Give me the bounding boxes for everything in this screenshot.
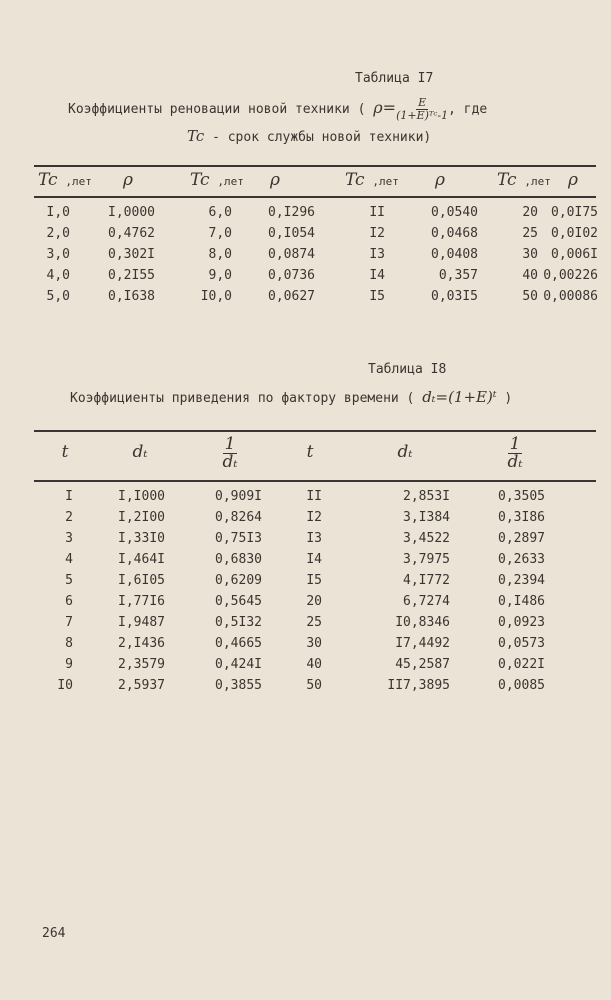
table17-header — [0, 170, 611, 196]
caption-suffix: , где — [448, 102, 488, 117]
table-cell: 0,3I86 — [498, 510, 545, 525]
table-cell: 4 — [65, 552, 73, 567]
table-cell: 8 — [65, 636, 73, 651]
table-cell: 5 — [65, 573, 73, 588]
table-cell: 2 — [65, 510, 73, 525]
table-cell: I,0000 — [108, 205, 155, 220]
table-cell: 0,0I75 — [551, 205, 598, 220]
table17-header-rule — [34, 196, 596, 198]
table-row — [0, 226, 611, 247]
table-cell: 0,00226 — [543, 268, 598, 283]
table-cell: 0,0I02 — [551, 226, 598, 241]
t-symbol: t — [61, 442, 69, 462]
inverse-dt-fraction — [507, 436, 522, 471]
table-cell: 0,0085 — [498, 678, 545, 693]
table-cell: 8,0 — [208, 247, 232, 262]
table-cell: 0,0408 — [431, 247, 478, 262]
table-cell: I2 — [369, 226, 385, 241]
table-cell: 6,7274 — [403, 594, 450, 609]
table-cell: 20 — [306, 594, 322, 609]
table-cell: 0,357 — [438, 268, 478, 283]
page-number: 264 — [42, 926, 66, 941]
table-cell: 0,00086 — [543, 289, 598, 304]
rho-symbol: ρ — [270, 170, 280, 190]
table-cell: 4,0 — [46, 268, 70, 283]
numerator: 1 — [224, 434, 236, 454]
table-cell: I5 — [306, 573, 322, 588]
table-cell: 4,I772 — [403, 573, 450, 588]
header-tc — [38, 170, 92, 190]
header-rho — [565, 170, 581, 190]
header-inverse-dt — [210, 436, 250, 471]
header-t — [57, 442, 73, 462]
table-cell: 30 — [522, 247, 538, 262]
table-cell: I0 — [57, 678, 73, 693]
table-row — [0, 615, 611, 636]
table18-caption — [70, 388, 512, 406]
table-cell: 0,I486 — [498, 594, 545, 609]
table-cell: 0,006I — [551, 247, 598, 262]
table-row — [0, 552, 611, 573]
dt-symbol: dₜ — [397, 442, 413, 462]
header-t — [302, 442, 318, 462]
table-cell: 6,0 — [208, 205, 232, 220]
table-cell: 30 — [306, 636, 322, 651]
table-row — [0, 678, 611, 699]
table-row — [0, 205, 611, 226]
table-cell: I4 — [306, 552, 322, 567]
denominator: dₜ — [507, 452, 523, 472]
table-cell: 0,5I32 — [215, 615, 262, 630]
formula-fraction — [396, 97, 448, 122]
unit-label: ,лет — [65, 175, 92, 188]
table-cell: 0,6830 — [215, 552, 262, 567]
table-cell: 0,75I3 — [215, 531, 262, 546]
table-row — [0, 531, 611, 552]
table-cell: 0,0627 — [268, 289, 315, 304]
rho-symbol: ρ — [568, 170, 578, 190]
table-cell: 0,2394 — [498, 573, 545, 588]
formula-denominator: (1+E)ᵀᶜ-1 — [396, 109, 449, 122]
table-row — [0, 268, 611, 289]
table-row — [0, 247, 611, 268]
table18-header — [0, 436, 611, 476]
table18-title: Таблица I8 — [368, 362, 447, 377]
table-cell: II — [306, 489, 322, 504]
header-tc — [345, 170, 399, 190]
table-cell: 9 — [65, 657, 73, 672]
table-cell: I0,8346 — [395, 615, 450, 630]
table-row — [0, 289, 611, 310]
table-cell: 7 — [65, 615, 73, 630]
table-row — [0, 657, 611, 678]
table-cell: 0,0874 — [268, 247, 315, 262]
table-row — [0, 636, 611, 657]
table-cell: 2,0 — [46, 226, 70, 241]
inverse-dt-fraction — [222, 436, 237, 471]
table-cell: 0,0540 — [431, 205, 478, 220]
table-cell: 0,0573 — [498, 636, 545, 651]
rho-symbol: ρ — [435, 170, 445, 190]
table-cell: I,77I6 — [118, 594, 165, 609]
caption-text: Коэффициенты реновации новой техники ( — [68, 102, 366, 117]
table-cell: 0,3505 — [498, 489, 545, 504]
table-cell: I0,0 — [200, 289, 232, 304]
table-cell: 0,0736 — [268, 268, 315, 283]
table-cell: 0,2633 — [498, 552, 545, 567]
table-cell: I,0 — [46, 205, 70, 220]
table-row — [0, 489, 611, 510]
table-cell: 3,7975 — [403, 552, 450, 567]
table-cell: 0,0923 — [498, 615, 545, 630]
table-cell: 0,I296 — [268, 205, 315, 220]
table-cell: 50 — [522, 289, 538, 304]
table-cell: 0,2I55 — [108, 268, 155, 283]
table-cell: 3,0 — [46, 247, 70, 262]
table-cell: 20 — [522, 205, 538, 220]
table18-header-rule — [34, 480, 596, 482]
numerator: 1 — [509, 434, 521, 454]
table-cell: I,33I0 — [118, 531, 165, 546]
header-inverse-dt — [495, 436, 535, 471]
table-cell: 25 — [522, 226, 538, 241]
table-cell: I3 — [369, 247, 385, 262]
table-cell: 9,0 — [208, 268, 232, 283]
table-cell: II — [369, 205, 385, 220]
table-cell: I,9487 — [118, 615, 165, 630]
table-cell: 3,I384 — [403, 510, 450, 525]
header-rho — [120, 170, 136, 190]
table-cell: 0,302I — [108, 247, 155, 262]
denominator: dₜ — [222, 452, 238, 472]
table-cell: 7,0 — [208, 226, 232, 241]
table-cell: II7,3895 — [387, 678, 450, 693]
table-cell: 0,3855 — [215, 678, 262, 693]
table-cell: 0,424I — [215, 657, 262, 672]
tc-symbol: Tc — [345, 170, 365, 190]
table-cell: 45,2587 — [395, 657, 450, 672]
table-cell: 0,2897 — [498, 531, 545, 546]
table-cell: I7,4492 — [395, 636, 450, 651]
table-row — [0, 510, 611, 531]
table-cell: I2 — [306, 510, 322, 525]
table-cell: I,464I — [118, 552, 165, 567]
unit-label: ,лет — [524, 175, 551, 188]
table-cell: I,2I00 — [118, 510, 165, 525]
table18-top-rule — [34, 430, 596, 432]
table-cell: 0,4665 — [215, 636, 262, 651]
table-cell: 50 — [306, 678, 322, 693]
table-cell: 2,3579 — [118, 657, 165, 672]
formula-lhs: ρ= — [373, 98, 397, 117]
table-cell: 0,I638 — [108, 289, 155, 304]
table-cell: I4 — [369, 268, 385, 283]
formula: dₜ=(1+E)ᵗ — [422, 388, 497, 406]
table17-caption-line2 — [187, 127, 431, 145]
unit-label: ,лет — [372, 175, 399, 188]
table-cell: 0,I054 — [268, 226, 315, 241]
table17-caption — [68, 97, 487, 122]
table-cell: 3,4522 — [403, 531, 450, 546]
header-rho — [267, 170, 283, 190]
table-cell: 0,909I — [215, 489, 262, 504]
table-cell: I5 — [369, 289, 385, 304]
table-cell: I,6I05 — [118, 573, 165, 588]
table-cell: 0,03I5 — [431, 289, 478, 304]
unit-label: ,лет — [217, 175, 244, 188]
formula-numerator: E — [418, 96, 427, 109]
table17-title: Таблица I7 — [355, 71, 434, 86]
table-cell: 0,5645 — [215, 594, 262, 609]
tc-symbol: Tc — [190, 170, 210, 190]
dt-symbol: dₜ — [132, 442, 148, 462]
table-cell: 25 — [306, 615, 322, 630]
table-cell: 2,853I — [403, 489, 450, 504]
table-cell: 40 — [522, 268, 538, 283]
tc-symbol: Tc — [187, 127, 205, 145]
table-cell: 0,0468 — [431, 226, 478, 241]
table17-top-rule — [34, 165, 596, 167]
table-row — [0, 573, 611, 594]
table-cell: I,I000 — [118, 489, 165, 504]
table-cell: 0,8264 — [215, 510, 262, 525]
caption-text: Коэффициенты приведения по фактору времени ( — [70, 391, 415, 406]
header-tc — [497, 170, 551, 190]
table-cell: 6 — [65, 594, 73, 609]
t-symbol: t — [306, 442, 314, 462]
table-cell: 0,022I — [498, 657, 545, 672]
header-dt — [390, 442, 420, 462]
table-cell: 5,0 — [46, 289, 70, 304]
header-dt — [125, 442, 155, 462]
header-rho — [432, 170, 448, 190]
table-cell: 2,I436 — [118, 636, 165, 651]
caption-suffix: ) — [504, 391, 513, 406]
tc-symbol: Tc — [38, 170, 58, 190]
rho-symbol: ρ — [123, 170, 133, 190]
table-cell: 0,4762 — [108, 226, 155, 241]
header-tc — [190, 170, 244, 190]
table-cell: 40 — [306, 657, 322, 672]
table-cell: 3 — [65, 531, 73, 546]
table-cell: 2,5937 — [118, 678, 165, 693]
caption-line2-text: - срок службы новой техники) — [212, 130, 432, 145]
table-cell: 0,6209 — [215, 573, 262, 588]
table-cell: I3 — [306, 531, 322, 546]
table-row — [0, 594, 611, 615]
tc-symbol: Tc — [497, 170, 517, 190]
table-cell: I — [65, 489, 73, 504]
